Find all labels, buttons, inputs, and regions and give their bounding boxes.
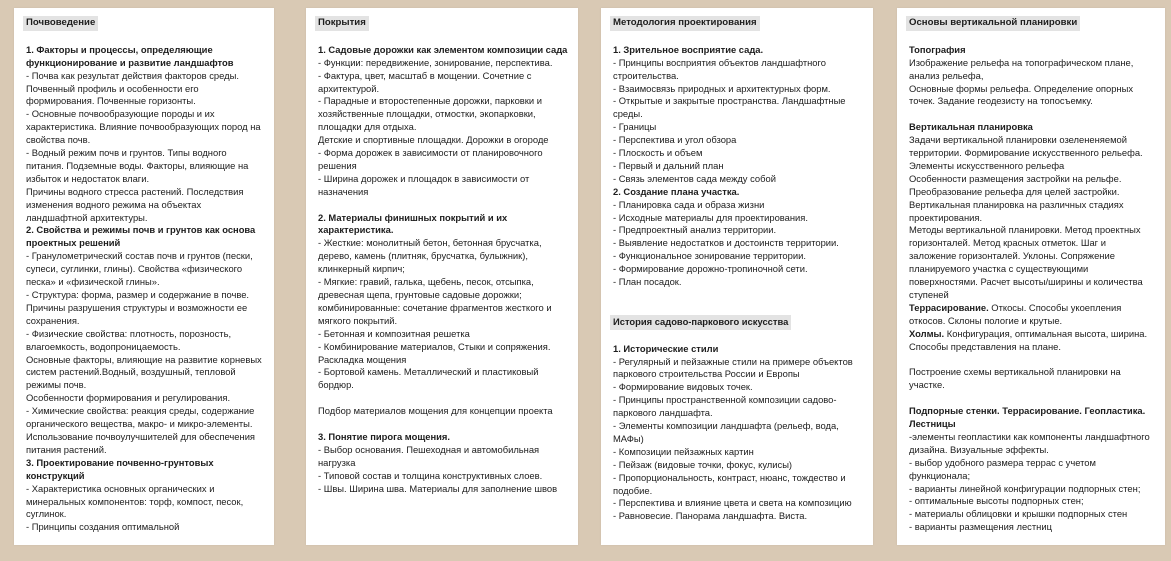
text-line: - варианты линейной конфигурации подпорных стен; (909, 482, 1141, 494)
text-line: - Ширина дорожек и площадок в зависимости от назначения (318, 172, 530, 197)
section-heading: 2. Создание плана участка. (613, 185, 740, 197)
section-heading: 1. Исторические стили (613, 342, 719, 354)
text-line: - Выбор основания. Пешеходная и автомобильная нагрузка (318, 443, 540, 468)
text-line: - выбор удобного размера террас с учетом функционала; (909, 456, 1096, 481)
text-line: - Типовой состав и толщина конструктивных слоев. (318, 469, 543, 481)
text-line: - Композиции пейзажных картин (613, 445, 754, 457)
section-heading: Вертикальная планировка (909, 121, 1033, 133)
text-line (909, 328, 1155, 354)
section-heading: 1. Зрительное восприятие сада. (613, 43, 764, 55)
blank-line (318, 199, 568, 212)
text-line: - Функциональное зонирование территории. (613, 250, 806, 262)
text-line (909, 302, 1155, 328)
blank-line (909, 108, 1155, 121)
text-line: - Пропорциональность, контраст, нюанс, тождество и подобие. (613, 471, 846, 496)
blank-line (613, 289, 863, 302)
section-heading: 2. Свойства и режимы почв и грунтов как основа проектных решений (26, 224, 256, 249)
text-line: - варианты размещения лестниц (909, 521, 1052, 533)
text-line: - Физические свойства: плотность, порозность, влагоемкость, водопроницаемость. (26, 327, 232, 352)
text-line: Задачи вертикальной планировки озелененяемой территории. Формирование искусственного рельефа. (909, 134, 1143, 159)
text-line: Элементы искусственного рельефа (909, 159, 1065, 171)
blank-line (613, 302, 863, 315)
page-design-methodology (601, 8, 873, 545)
text-line: Особенности размещения застройки на рельфе. (909, 172, 1122, 184)
section-title-text: История садово-паркового искусства (610, 315, 791, 330)
text-line: - Планировка сада и образа жизни (613, 198, 765, 210)
text-line: Причины водного стресса растений. Последствия изменения водного режима на объектах ландшафтной архитектуры. (26, 185, 244, 223)
text-line: - Предпроектный анализ территории. (613, 224, 777, 236)
text-line: - Элементы композиции ландшафта (рельеф, вода, МАФы) (613, 420, 839, 444)
text-line: Вертикальная планировка на различных стадиях проектирования. (909, 198, 1124, 223)
blank-line (318, 392, 568, 405)
text-line: - Выявление недостатков и достоинств территории. (613, 237, 839, 249)
text-line: - Принципы создания оптимальной (26, 521, 180, 533)
blank-line (909, 31, 1155, 44)
blank-line (909, 392, 1155, 405)
text-line: - Парадные и второстепенные дорожки, парковки и хозяйственные площадки, отмостки, экопарковки, площадки для отдыха. (318, 95, 542, 133)
page-paving (306, 8, 578, 545)
blank-line (318, 31, 568, 44)
section-heading: 2. Материалы финишных покрытий и их характеристика. (318, 211, 508, 236)
text-line: - Мягкие: гравий, галька, щебень, песок, отсыпка, древесная щепа, грунтовые садовые дорожки; комбинированные: сочетание фрагментов жесткого и мягкого покрытий. (318, 276, 552, 326)
text-line: - Плоскость и объем (613, 147, 703, 159)
text-line: Основные формы рельефа. Определение опорных точек. Задание геодезисту на топосъемку. (909, 82, 1134, 107)
text-line: - Исходные материалы для проектирования. (613, 211, 808, 223)
text-line: - Перспектива и угол обзора (613, 134, 737, 146)
line-lead: Террасирование. (909, 301, 989, 313)
text-line: - Связь элементов сада между собой (613, 172, 776, 184)
text-line: - Принципы пространственной композиции садово-паркового ландшафта. (613, 394, 837, 419)
blank-line (613, 31, 863, 44)
text-line: - Границы (613, 121, 657, 133)
text-line: - Открытые и закрытые пространства. Ландшафтные среды. (613, 95, 846, 120)
text-line: Подбор материалов мощения для концепции проекта (318, 405, 553, 417)
text-line: - Принципы восприятия объектов ландшафтного строительства. (613, 56, 826, 81)
text-line: - Швы. Ширина шва. Материалы для заполнение швов (318, 482, 558, 494)
section-heading: 1. Факторы и процессы, определяющие функционирование и развитие ландшафтов (26, 43, 234, 68)
text-line: - Равновесие. Панорама ландшафта. Виста. (613, 510, 808, 522)
text-line: - Гранулометрический состав почв и грунтов (пески, супеси, суглинки, глины). Свойства «физического песка» и «физической глины». (26, 250, 253, 288)
blank-line (318, 418, 568, 431)
text-line: Особенности формирования и регулирования. (26, 392, 231, 404)
section-heading: 3. Проектирование почвенно-грунтовых конструкций (26, 456, 214, 481)
text-line: - материалы облицовки и крышки подпорных стен (909, 508, 1128, 520)
line-text: Конфигурация, оптимальная высота, ширина. Способы представления на плане. (909, 327, 1148, 352)
text-line: Построение схемы вертикальной планировки на участке. (909, 366, 1121, 391)
text-line: Изображение рельефа на топографическом плане, анализ рельефа, (909, 56, 1134, 81)
text-line: - План посадок. (613, 276, 682, 288)
text-line: - Первый и дальний план (613, 159, 724, 171)
line-lead: Холмы. (909, 327, 945, 339)
text-line: - Структура: форма, размер и содержание в почве. Причины разрушения структуры и возможности ее сохранения. (26, 289, 250, 326)
section-heading: Подпорные стенки. Террасирование. Геопластика. Лестницы (909, 405, 1146, 430)
page-title: Почвоведение (23, 16, 98, 31)
text-line: - оптимальные высоты подпорных стен; (909, 495, 1084, 507)
text-line: - Комбинирование материалов, Стыки и сопряжения. Раскладка мощения (318, 340, 551, 365)
blank-line (613, 330, 863, 343)
page-title: Покрытия (315, 16, 369, 31)
text-line: - Водный режим почв и грунтов. Типы водного питания. Подземные воды. Факторы, влияющие на избыток и недостаток влаги. (26, 147, 249, 184)
blank-line (909, 354, 1155, 367)
section-heading: 3. Понятие пирога мощения. (318, 430, 450, 442)
text-line: Основные факторы, влияющие на развитие корневых систем растений.Водный, воздушный, тепловой режимы почв. (26, 353, 262, 391)
text-line: -элементы геопластики как компоненты ландшафтного дизайна. Визуальные эффекты. (909, 430, 1150, 455)
page-soil-science (14, 8, 274, 545)
page-title: Основы вертикальной планировки (906, 16, 1080, 31)
text-line: Детские и спортивные площадки. Дорожки в огороде (318, 134, 549, 146)
text-line: - Формирование дорожно-тропиночной сети. (613, 263, 808, 275)
section-heading: Топография (909, 43, 966, 55)
text-line: - Жесткие: монолитный бетон, бетонная брусчатка, дерево, камень (плитняк, брусчатка, булыжник), клинкерный кирпич; (318, 237, 542, 275)
text-line: - Пейзаж (видовые точки, фокус, кулисы) (613, 458, 793, 470)
text-line: - Формирование видовых точек. (613, 381, 753, 393)
text-line: - Перспектива и влияние цвета и света на композицию (613, 497, 852, 509)
text-line: - Бетонная и композитная решетка (318, 327, 470, 339)
text-line: - Почва как результат действия факторов среды. Почвенный профиль и особенности его формирования. Почвенные горизонты. (26, 69, 239, 107)
text-line: - Фактура, цвет, масштаб в мощении. Сочетние с архитектурой. (318, 69, 532, 94)
text-line: - Основные почвообразующие породы и их характеристика. Влияние почвообразующих пород на свойства почв. (26, 108, 261, 146)
page-vertical-planning (897, 8, 1165, 545)
text-line: - Форма дорожек в зависимости от планировочного решения (318, 147, 543, 171)
blank-line (26, 31, 264, 44)
line-text: Откосы. Способы укоепления откосов. Склоны пологие и крутые. (909, 301, 1122, 326)
text-line: Методы вертикальной планировки. Метод проектных горизонталей. Метод красных отметок. Шаг и заложение горизонталей. Уклоны. Сопряжение планируемого участка с существующими поверхностями. Расчет высоты/ширины и количества ступеней (909, 224, 1143, 300)
text-line: - Химические свойства: реакция среды, содержание органического вещества, макро- и микро-элементы. Использование почвоулучшителей для обеспечения питания растений. (26, 405, 256, 455)
text-line: Преобразование рельефа для целей застройки. (909, 185, 1120, 197)
section-heading: 1. Садовые дорожки как элементом композиции сада (318, 43, 568, 55)
text-line: - Взаимосвязь природных и архитектурных форм. (613, 82, 831, 94)
text-line: - Регулярный и пейзажные стили на примере объектов паркового строительства России и Европы (613, 355, 853, 380)
section-title (613, 315, 863, 330)
text-line: - Функции: передвижение, зонирование, перспектива. (318, 56, 553, 68)
text-line: - Бортовой камень. Металлический и пластиковый бордюр. (318, 366, 539, 391)
text-line: - Характеристика основных органических и минеральных компонентов: торф, компост, песок, суглинок. (26, 482, 244, 520)
page-title: Методология проектирования (610, 16, 760, 31)
